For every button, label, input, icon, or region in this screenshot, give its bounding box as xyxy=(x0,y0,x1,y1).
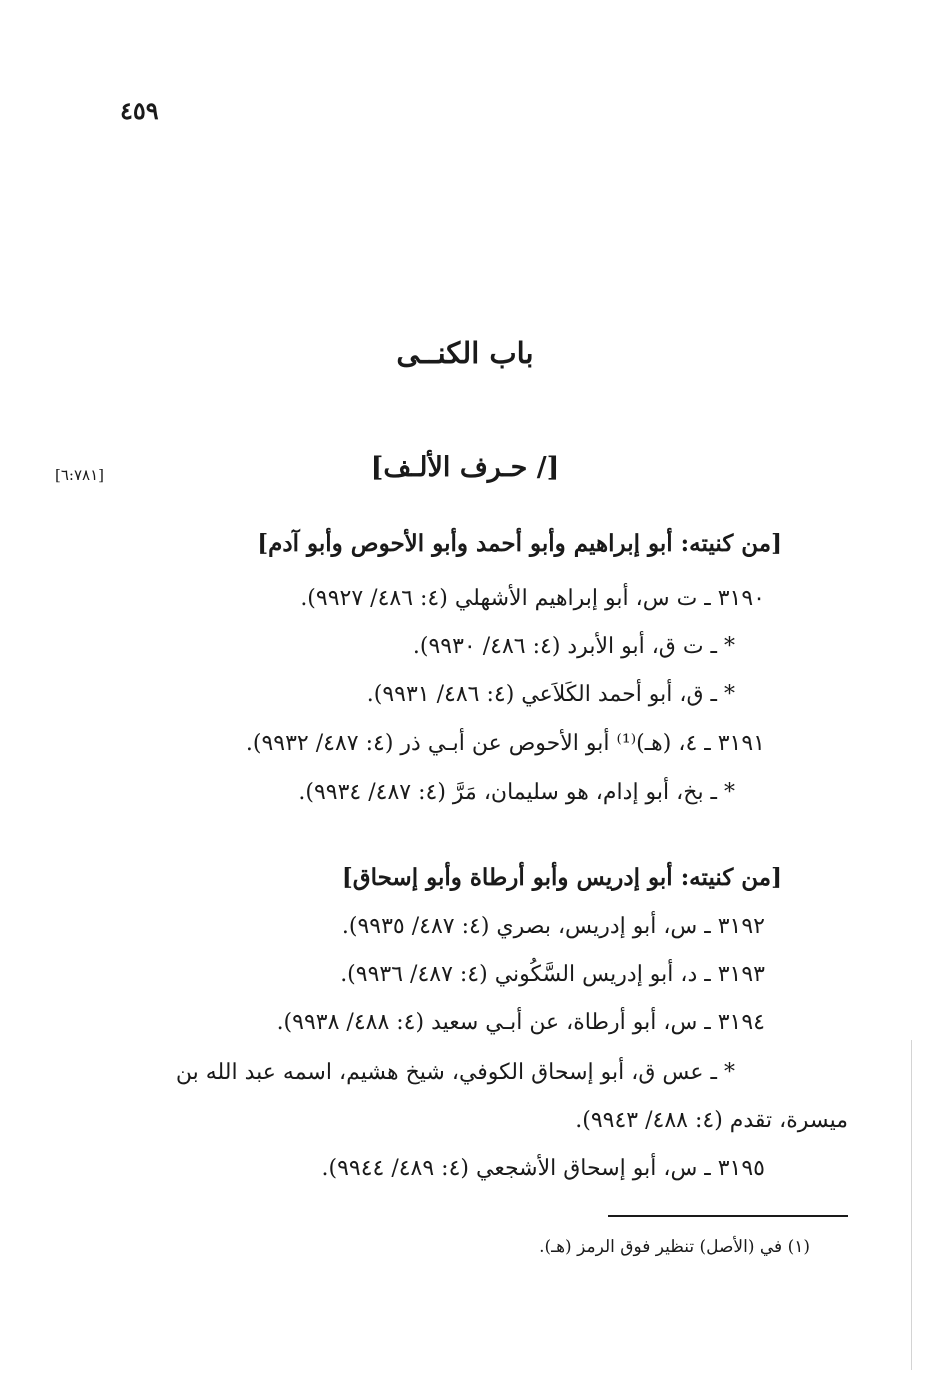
entry-line: ٣١٩٢ ـ س، أبو إدريس، بصري (٤: ٤٨٧/ ٩٩٣٥). xyxy=(341,914,765,939)
footnote-separator xyxy=(608,1215,848,1217)
entry-line: ٣١٩٠ ـ ت س، أبو إبراهيم الأشهلي (٤: ٤٨٦/ ٩٩٢٧). xyxy=(300,586,765,611)
entry-line: * ـ ت ق، أبو الأبرد (٤: ٤٨٦/ ٩٩٣٠). xyxy=(412,634,735,659)
group-heading: [من كنيته: أبو إبراهيم وأبو أحمد وأبو الأحوص وأبو آدم] xyxy=(257,530,782,557)
entry-line: ٣١٩١ ـ ٤، (هـ)⁽¹⁾ أبو الأحوص عن أبـي ذر (٤: ٤٨٧/ ٩٩٣٢). xyxy=(245,731,765,756)
chapter-title: باب الكنــى xyxy=(396,336,534,370)
entry-line: ميسرة، تقدم (٤: ٤٨٨/ ٩٩٤٣). xyxy=(575,1108,848,1133)
entry-line: * ـ عس ق، أبو إسحاق الكوفي، شيخ هشيم، اسمه عبد الله بن xyxy=(175,1060,735,1085)
scan-edge-shadow xyxy=(911,1040,912,1370)
margin-reference: [٦:٧٨١] xyxy=(55,466,104,484)
page-number: ٤٥٩ xyxy=(120,96,159,125)
entry-line: ٣١٩٣ ـ د، أبو إدريس السَّكُوني (٤: ٤٨٧/ ٩٩٣٦). xyxy=(340,962,765,987)
group-heading: [من كنيته: أبو إدريس وأبو أرطاة وأبو إسحاق] xyxy=(341,864,782,891)
section-title: [/ حـرف الألـف] xyxy=(370,452,560,483)
footnote: (١) في (الأصل) تنظير فوق الرمز (هـ). xyxy=(539,1237,810,1257)
entry-line: ٣١٩٥ ـ س، أبو إسحاق الأشجعي (٤: ٤٨٩/ ٩٩٤٤). xyxy=(321,1156,765,1181)
entry-line: * ـ ق، أبو أحمد الكَلاَعي (٤: ٤٨٦/ ٩٩٣١). xyxy=(366,682,735,707)
entry-line: ٣١٩٤ ـ س، أبو أرطاة، عن أبـي سعيد (٤: ٤٨٨/ ٩٩٣٨). xyxy=(276,1010,765,1035)
entry-line: * ـ بخ، أبو إدام، هو سليمان، مَرَّ (٤: ٤٨٧/ ٩٩٣٤). xyxy=(298,780,735,805)
